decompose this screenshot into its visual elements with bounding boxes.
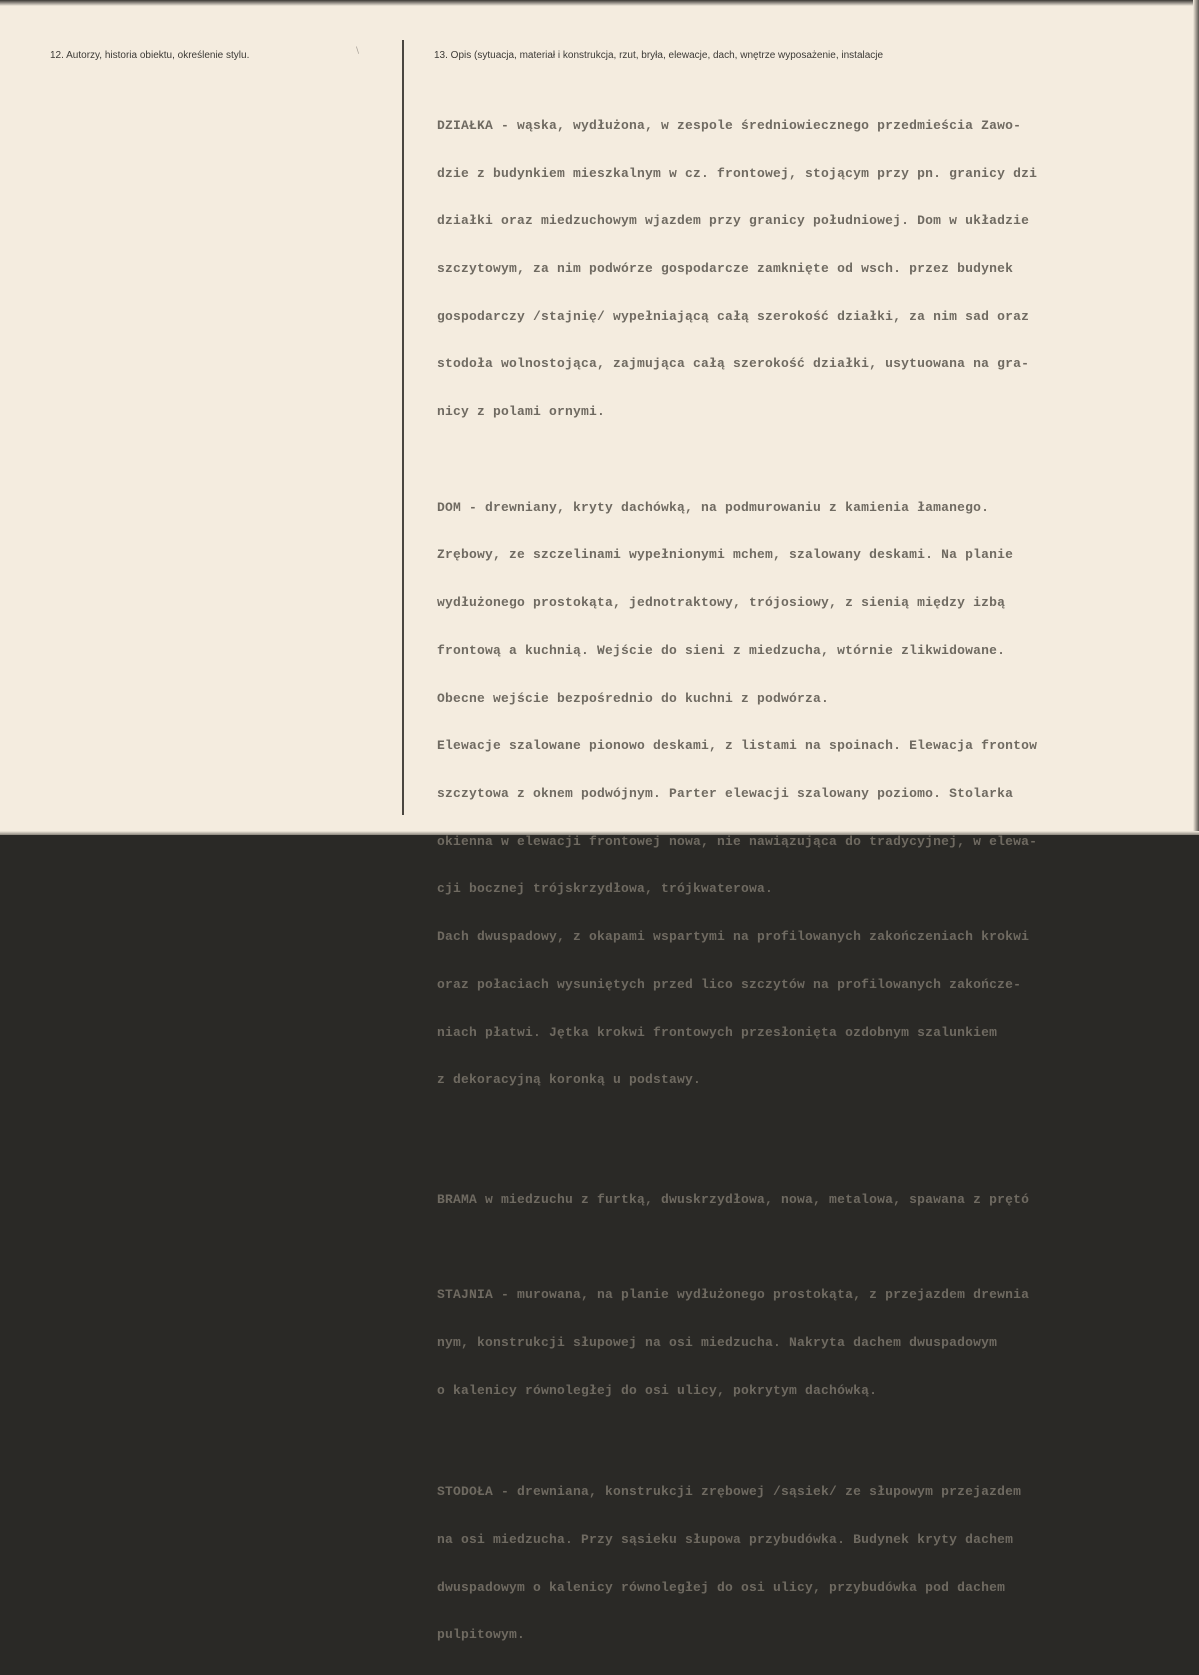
paragraph-stodola bbox=[437, 1453, 1197, 1675]
text-line: niach płatwi. Jętka krokwi frontowych przesłonięta ozdobnym szalunkiem bbox=[437, 1025, 1197, 1041]
text-line: oraz połaciach wysuniętych przed lico szczytów na profilowanych zakończe- bbox=[437, 977, 1197, 993]
text-line: DZIAŁKA - wąska, wydłużona, w zespole średniowiecznego przedmieścia Zawo- bbox=[437, 118, 1197, 134]
text-line: z dekoracyjną koronką u podstawy. bbox=[437, 1072, 1197, 1088]
text-line: dzie z budynkiem mieszkalnym w cz. frontowej, stojącym przy pn. granicy dzi bbox=[437, 166, 1197, 182]
text-line: szczytowym, za nim podwórze gospodarcze zamknięte od wsch. przez budynek bbox=[437, 261, 1197, 277]
text-line: o kalenicy równoległej do osi ulicy, pokrytym dachówką. bbox=[437, 1383, 1197, 1399]
text-line: nym, konstrukcji słupowej na osi miedzucha. Nakryta dachem dwuspadowym bbox=[437, 1335, 1197, 1351]
text-line: BRAMA w miedzuchu z furtką, dwuskrzydłowa, nowa, metalowa, spawana z prętó bbox=[437, 1192, 1197, 1208]
field-13-label: 13. Opis (sytuacja, materiał i konstrukcja, rzut, bryła, elewacje, dach, wnętrze wyposażenie, instalacje bbox=[434, 50, 883, 61]
text-line: STODOŁA - drewniana, konstrukcji zrębowej /sąsiek/ ze słupowym przejazdem bbox=[437, 1484, 1197, 1500]
text-line: wydłużonego prostokąta, jednotraktowy, trójosiowy, z sienią między izbą bbox=[437, 595, 1197, 611]
text-line: stodoła wolnostojąca, zajmująca całą szerokość działki, usytuowana na gra- bbox=[437, 356, 1197, 372]
text-line: dwuspadowym o kalenicy równoległej do osi ulicy, przybudówka pod dachem bbox=[437, 1580, 1197, 1596]
text-line: DOM - drewniany, kryty dachówką, na podmurowaniu z kamienia łamanego. bbox=[437, 500, 1197, 516]
document-sheet bbox=[0, 0, 1199, 835]
paragraph-dom bbox=[437, 468, 1197, 1120]
corner-mark: \ bbox=[356, 46, 359, 56]
text-line: Obecne wejście bezpośrednio do kuchni z podwórza. bbox=[437, 691, 1197, 707]
paragraph-stajnia bbox=[437, 1256, 1197, 1431]
text-line: na osi miedzucha. Przy sąsieku słupowa przybudówka. Budynek kryty dachem bbox=[437, 1532, 1197, 1548]
text-line: cji bocznej trójskrzydłowa, trójkwaterowa. bbox=[437, 881, 1197, 897]
field-12-label: 12. Autorzy, historia obiektu, określenie stylu. bbox=[50, 50, 249, 61]
text-line: gospodarczy /stajnię/ wypełniającą całą szerokość działki, za nim sad oraz bbox=[437, 309, 1197, 325]
text-line: Zrębowy, ze szczelinami wypełnionymi mchem, szalowany deskami. Na planie bbox=[437, 547, 1197, 563]
typed-description bbox=[437, 86, 1197, 1675]
text-line: STAJNIA - murowana, na planie wydłużonego prostokąta, z przejazdem drewnia bbox=[437, 1287, 1197, 1303]
paragraph-brama bbox=[437, 1160, 1197, 1240]
text-line: frontową a kuchnią. Wejście do sieni z miedzucha, wtórnie zlikwidowane. bbox=[437, 643, 1197, 659]
text-line: szczytowa z oknem podwójnym. Parter elewacji szalowany poziomo. Stolarka bbox=[437, 786, 1197, 802]
text-line: działki oraz miedzuchowym wjazdem przy granicy południowej. Dom w układzie bbox=[437, 213, 1197, 229]
paragraph-dzialka bbox=[437, 86, 1197, 452]
column-divider bbox=[402, 40, 404, 815]
text-line: okienna w elewacji frontowej nowa, nie nawiązująca do tradycyjnej, w elewa- bbox=[437, 834, 1197, 850]
text-line: Elewacje szalowane pionowo deskami, z listami na spoinach. Elewacja frontow bbox=[437, 738, 1197, 754]
text-line: nicy z polami ornymi. bbox=[437, 404, 1197, 420]
text-line: pulpitowym. bbox=[437, 1627, 1197, 1643]
scan-edge-top bbox=[0, 0, 1199, 6]
text-line: Dach dwuspadowy, z okapami wspartymi na profilowanych zakończeniach krokwi bbox=[437, 929, 1197, 945]
